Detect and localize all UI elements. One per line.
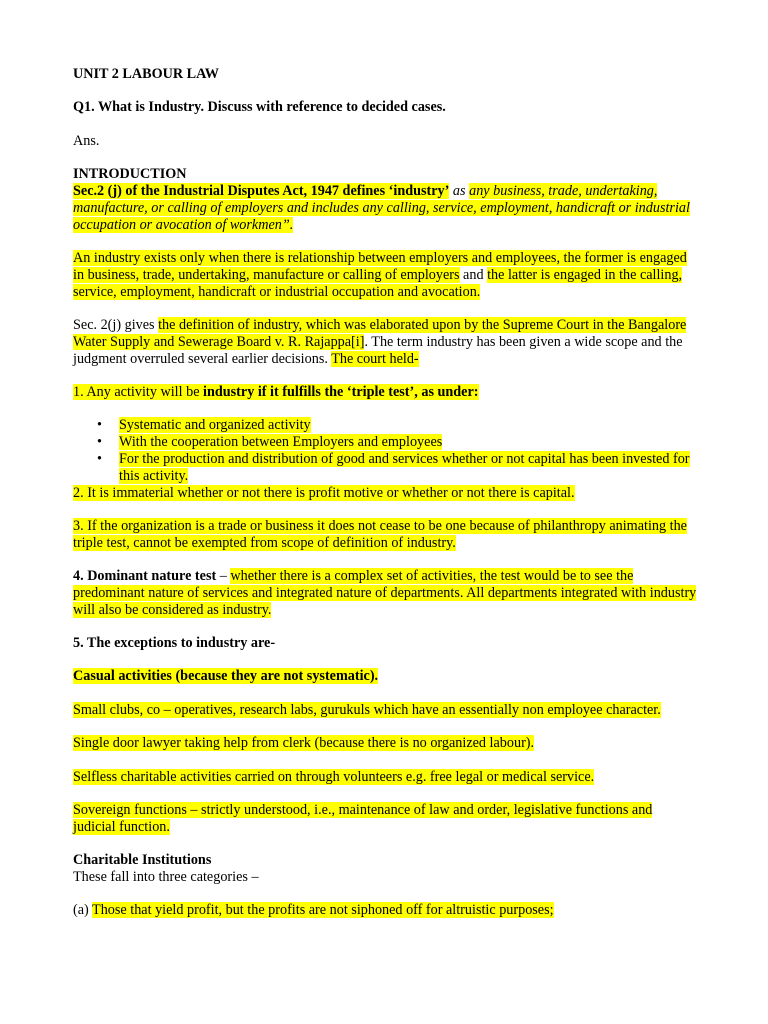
unit-title: UNIT 2 LABOUR LAW — [73, 66, 219, 82]
point-3: 3. If the organization is a trade or business it does not cease to be one because of philanthropy animating the triple test, cannot be exempted from scope of definition of industry. — [73, 517, 687, 551]
list-item: • With the cooperation between Employers and employees — [97, 434, 443, 451]
exception-sovereign: Sovereign functions – strictly understood, i.e., maintenance of law and order, legislative functions and judicial function. — [73, 802, 653, 835]
industry-exists-paragraph: An industry exists only when there is relationship between employers and employees, the former is engaged in business, trade, undertaking, manufacture or calling of employers and the latter is engaged in the calling, service, employment, handicraft or industrial occupation and avocation. — [73, 249, 687, 300]
charitable-intro: These fall into three categories – — [73, 869, 259, 885]
exception-casual: Casual activities (because they are not systematic). — [73, 668, 379, 685]
answer-label: Ans. — [73, 132, 100, 149]
triple-test-list — [73, 417, 698, 484]
exception-lawyer: Single door lawyer taking help from clerk (because there is no organized labour). — [73, 735, 535, 752]
bullet-icon: • — [97, 434, 102, 451]
introduction-heading: INTRODUCTION — [73, 166, 187, 183]
exception-clubs: Small clubs, co – operatives, research labs, gurukuls which have an essentially non employee character. — [73, 701, 661, 718]
question-heading: Q1. What is Industry. Discuss with reference to decided cases. — [73, 99, 446, 116]
point-4-dominant-nature: 4. Dominant nature test – whether there is a complex set of activities, the test would be to see the predominant nature of services and integrated nature of departments. All departments integrated with industry will also be considered as industry. — [73, 568, 697, 618]
point-5-exceptions: 5. The exceptions to industry are- — [73, 635, 276, 652]
list-item: • Systematic and organized activity — [97, 417, 311, 434]
charitable-heading: Charitable Institutions — [73, 852, 212, 869]
bullet-icon: • — [97, 450, 102, 467]
category-a: (a) Those that yield profit, but the profits are not siphoned off for altruistic purposes; — [73, 902, 554, 919]
point-1-triple-test: 1. Any activity will be industry if it fulfills the ‘triple test’, as under: — [73, 383, 479, 400]
bullet-icon: • — [97, 417, 102, 434]
section-2j-definition: Sec.2 (j) of the Industrial Disputes Act, 1947 defines ‘industry’ as any business, trade, undertaking, manufacture, or calling of employers and includes any calling, service, employment, handicraft or industrial occupation or avocation of workmen”. — [73, 182, 690, 233]
point-2: 2. It is immaterial whether or not there is profit motive or whether or not there is capital. — [73, 484, 575, 501]
list-item: • For the production and distribution of good and services whether or not capital has been invested for this activity. — [97, 450, 690, 484]
section-2j-gives-paragraph: Sec. 2(j) gives the definition of industry, which was elaborated upon by the Supreme Court in the Bangalore Water Supply and Sewerage Board v. R. Rajappa[i]. The term industry has been given a wide scope and the judgment overruled several earlier decisions. The court held- — [73, 316, 687, 367]
exception-selfless: Selfless charitable activities carried on through volunteers e.g. free legal or medical service. — [73, 768, 595, 785]
